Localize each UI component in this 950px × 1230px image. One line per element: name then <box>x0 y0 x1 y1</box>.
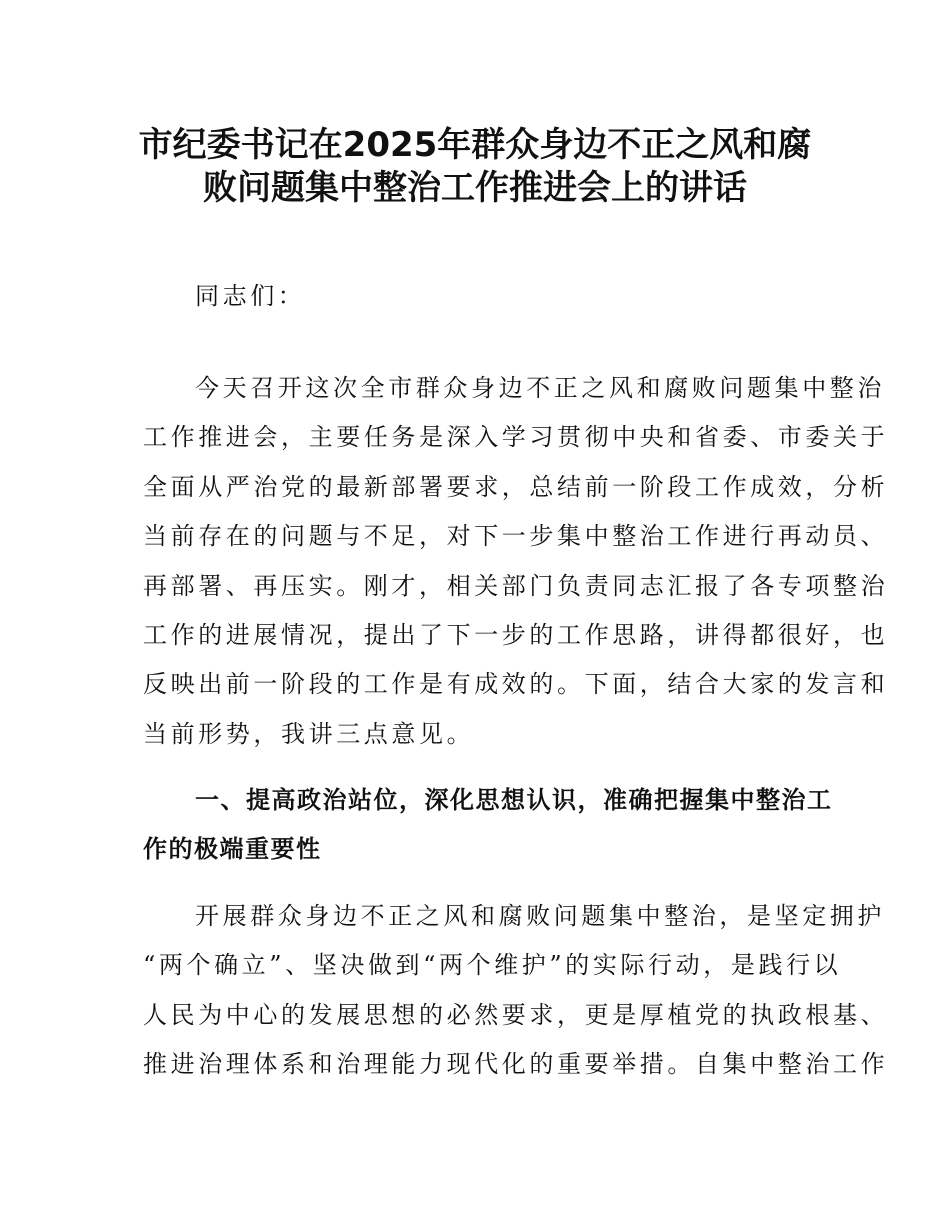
text-line: 反映出前一阶段的工作是有成效的。下面，结合大家的发言和 <box>143 670 889 699</box>
heading-line: 作的极端重要性 <box>143 835 322 864</box>
paragraph-intro <box>143 364 889 759</box>
section-heading-1 <box>143 776 833 875</box>
text-line: 当前形势，我讲三点意见。 <box>143 719 475 748</box>
paragraph-section-1 <box>143 892 889 1090</box>
text-line: 人民为中心的发展思想的必然要求，更是厚植党的执政根基、 <box>143 1000 889 1029</box>
text-line: “两个确立”、坚决做到“两个维护”的实际行动，是践行以 <box>143 951 842 980</box>
text-line: 推进治理体系和治理能力现代化的重要举措。自集中整治工作 <box>143 1050 889 1079</box>
text-line: 当前存在的问题与不足，对下一步集中整治工作进行再动员、 <box>143 522 889 551</box>
text-line: 开展群众身边不正之风和腐败问题集中整治，是坚定拥护 <box>195 902 885 930</box>
salutation-block <box>143 272 823 321</box>
text-line: 全面从严治党的最新部署要求，总结前一阶段工作成效，分析 <box>143 472 889 501</box>
text-line: 再部署、再压实。刚才，相关部门负责同志汇报了各专项整治 <box>143 571 889 600</box>
title-line: 市纪委书记在2025年群众身边不正之风和腐 <box>138 125 812 165</box>
text-line: 工作的进展情况，提出了下一步的工作思路，讲得都很好，也 <box>143 620 889 649</box>
title-line: 败问题集中整治工作推进会上的讲话 <box>203 168 747 208</box>
text-line: 今天召开这次全市群众身边不正之风和腐败问题集中整治 <box>195 374 885 402</box>
salutation: 同志们： <box>195 282 306 310</box>
text-line: 工作推进会，主要任务是深入学习贯彻中央和省委、市委关于 <box>143 423 889 452</box>
document-title <box>0 124 950 210</box>
heading-line: 一、提高政治站位，深化思想认识，准确把握集中整治工 <box>195 786 833 814</box>
